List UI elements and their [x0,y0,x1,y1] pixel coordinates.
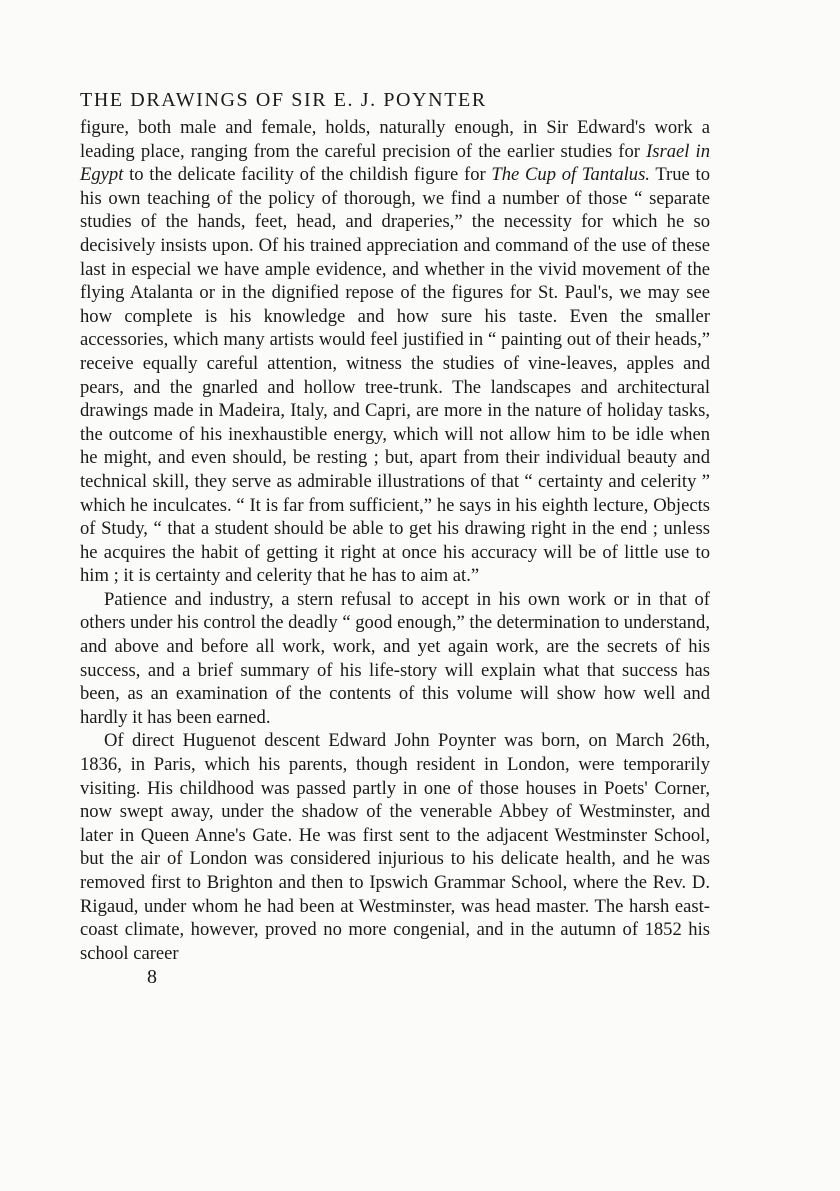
italic-title: The Cup of Tantalus. [491,164,650,186]
body-text [80,116,710,965]
book-page [80,88,710,989]
text-segment: True to his own teaching of the policy of thorough, we find a number of those “ separate studies of the hands, feet, head, and draperies,” the necessity for which he so decisively insists upon. Of his trained appreciation and command of the use of these last in especial we have ample evidence, and whether in the vivid movement of the flying Atalanta or in the dignified repose of the figures for St. Paul's, we may see how complete is his knowledge and how sure his taste. Even the smaller accessories, which many artists would feel justified in “ painting out of their heads,” receive equally careful attention, witness the studies of vine-leaves, apples and pears, and the gnarled and hollow tree-trunk. The landscapes and architectural drawings made in Madeira, Italy, and Capri, are more in the nature of holiday tasks, the outcome of his inexhaustible energy, which will not allow him to be idle when he might, and even should, be resting ; but, apart from their individual beauty and technical skill, they serve as admirable illustrations of that “ certainty and celerity ” which he inculcates. “ It is far from sufficient,” he says in his eighth lecture, Objects of Study, “ that a student should be able to get his drawing right in the end ; unless he acquires the habit of getting it right at once his accuracy will be of little use to him ; it is certainty and celerity that he has to aim at.” [80,164,710,587]
paragraph-2 [80,588,710,730]
text-segment: Of direct Huguenot descent Edward John Poynter was born, on March 26th, 1836, in Paris, which his parents, though resident in London, were temporarily visiting. His childhood was passed partly in one of those houses in Poets' Corner, now swept away, under the shadow of the venerable Abbey of Westminster, and later in Queen Anne's Gate. He was first sent to the adjacent Westminster School, but the air of London was considered injurious to his delicate health, and he was removed first to Brighton and then to Ipswich Grammar School, where the Rev. D. Rigaud, under whom he had been at Westminster, was head master. The harsh east-coast climate, however, proved no more congenial, and in the autumn of 1852 his school career [80,730,710,964]
text-segment: Patience and industry, a stern refusal to accept in his own work or in that of others under his control the deadly “ good enough,” the determination to understand, and above and before all work, work, and yet again work, are the secrets of his success, and a brief summary of his life-story will explain what that success has been, as an examination of the contents of this volume will show how well and hardly it has been earned. [80,588,710,728]
text-segment: to the delicate facility of the childish figure for [123,164,492,186]
text-segment: figure, both male and female, holds, naturally enough, in Sir Edward's work a leading place, ranging from the careful precision of the earlier studies for [80,117,710,162]
paragraph-3 [80,729,710,965]
page-number: 8 [147,966,157,989]
running-head: THE DRAWINGS OF SIR E. J. POYNTER [80,89,487,111]
paragraph-1 [80,116,710,588]
italic-title: Israel in Egypt [80,140,710,186]
